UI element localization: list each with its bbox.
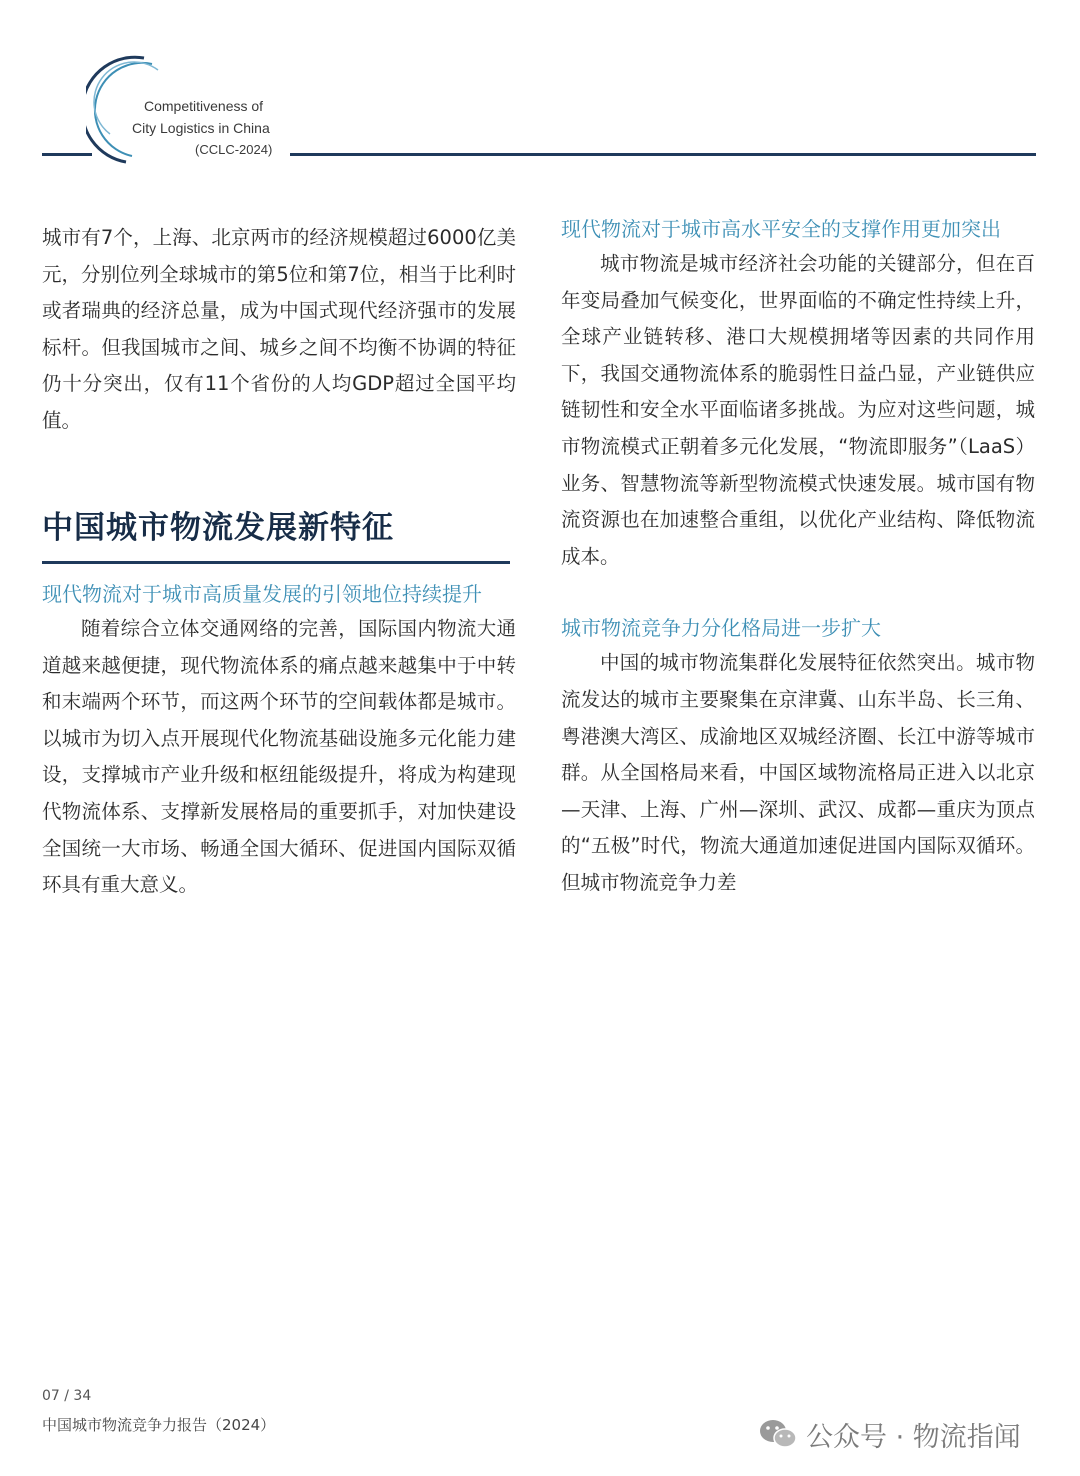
paragraph-competitiveness-divergence: 中国的城市物流集群化发展特征依然突出。城市物流发达的城市主要聚集在京津冀、山东半岛、长三角、粤港澳大湾区、成渝地区双城经济圈、长江中游等城市群。从全国格局来看，中国区域物流格局正进入以北京—天津、上海、广州—深圳、武汉、成都—重庆为顶点的“五极”时代，物流大通道加速促进国内国际双循环。但城市物流竞争力差 [561,651,1035,894]
logo-text-line1: Competitiveness of [144,98,264,114]
header-rule-right [290,153,1036,156]
section-title-rule [42,561,510,564]
page-number: 07 / 34 [42,1388,92,1404]
watermark-text: 公众号 · 物流指闻 [806,1421,1021,1453]
paragraph-security-support: 城市物流是城市经济社会功能的关键部分，但在百年变局叠加气候变化，世界面临的不确定性持续上升，全球产业链转移、港口大规模拥堵等因素的共同作用下，我国交通物流体系的脆弱性日益凸显，产业链供应链韧性和安全水平面临诸多挑战。为应对这些问题，城市物流模式正朝着多元化发展，“物流即服务”（LaaS）业务、智慧物流等新型物流模式快速发展。城市国有物流资源也在加速整合重组，以优化产业结构、降低物流成本。 [561,252,1035,568]
report-logo [86,52,286,170]
right-column [561,214,1035,902]
logo-text-line2: City Logistics in China [132,120,270,136]
subhead-leading-role: 现代物流对于城市高质量发展的引领地位持续提升 [42,582,482,606]
left-section-body [42,579,516,904]
subhead-security-support: 现代物流对于城市高水平安全的支撑作用更加突出 [561,217,1001,241]
footer-report-title: 中国城市物流竞争力报告（2024） [42,1416,276,1434]
intro-paragraph: 城市有7个，上海、北京两市的经济规模超过6000亿美元，分别位列全球城市的第5位和第7位，相当于比利时或者瑞典的经济总量，成为中国式现代经济强市的发展标杆。但我国城市之间、城乡之间不均衡不协调的特征仍十分突出，仅有11个省份的人均GDP超过全国平均值。 [42,226,516,432]
header-rule-left [42,153,92,156]
wechat-watermark [758,1414,1021,1454]
wechat-icon [758,1417,798,1451]
section-title: 中国城市物流发展新特征 [42,510,394,546]
left-intro [42,220,516,440]
logo-text-line3: (CCLC-2024) [195,142,273,157]
subhead-competitiveness-divergence: 城市物流竞争力分化格局进一步扩大 [561,616,881,641]
paragraph-leading-role: 随着综合立体交通网络的完善，国际国内物流大通道越来越便捷，现代物流体系的痛点越来越集中于中转和末端两个环节，而这两个环节的空间载体都是城市。以城市为切入点开展现代化物流基础设施多元化能力建设，支撑城市产业升级和枢纽能级提升，将成为构建现代物流体系、支撑新发展格局的重要抓手，对加快建设全国统一大市场、畅通全国大循环、促进国内国际双循环具有重大意义。 [42,617,516,897]
